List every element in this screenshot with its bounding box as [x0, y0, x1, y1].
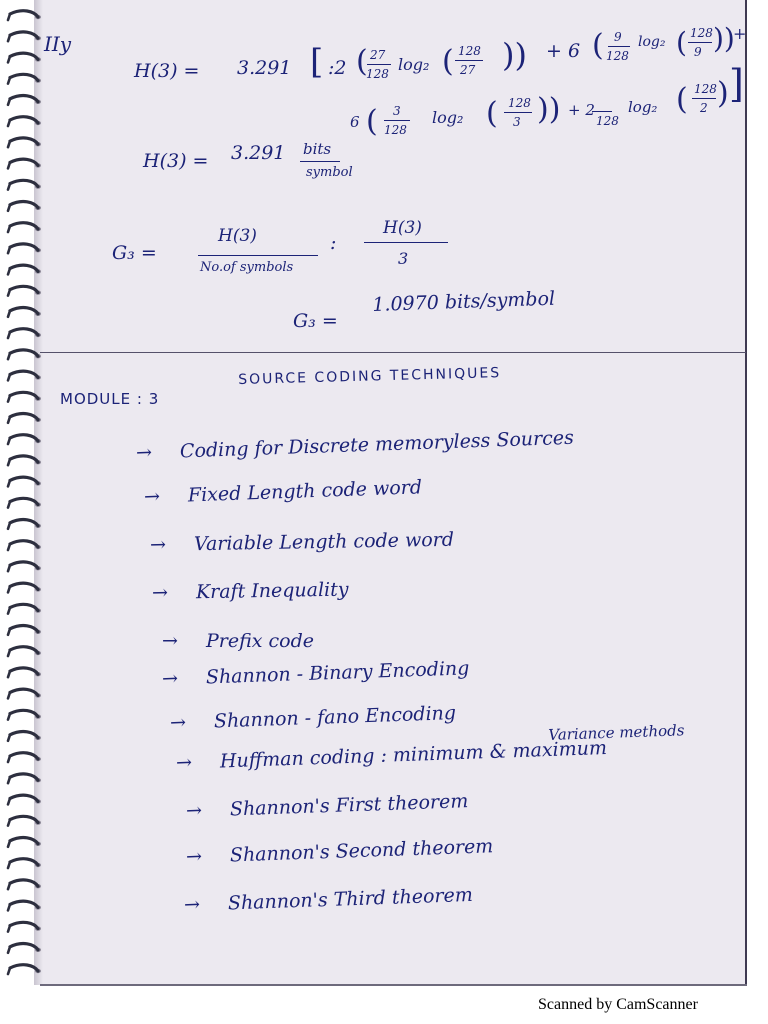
- spiral-ring: [8, 647, 41, 656]
- spiral-ring: [8, 53, 41, 62]
- spiral-ring: [8, 456, 41, 465]
- entropy-lhs: H(3) =: [134, 60, 200, 82]
- spiral-ring: [8, 138, 41, 147]
- section-divider: [40, 352, 746, 353]
- spiral-ring: [8, 689, 41, 698]
- topic-kraft-inequality: [152, 579, 349, 604]
- spiral-ring: [8, 965, 41, 974]
- spiral-ring: [8, 159, 41, 168]
- spiral-ring: [8, 901, 41, 910]
- log-arg-fraction-bar: [455, 60, 483, 61]
- topic-label: Shannon's Second theorem: [229, 835, 494, 867]
- spiral-ring: [8, 541, 41, 550]
- line2-arg-denominator: 3: [513, 115, 521, 129]
- g3-lhs: G₃ =: [112, 242, 157, 264]
- prob-numerator: 27: [370, 48, 386, 62]
- line2-log: log₂: [432, 108, 464, 127]
- spiral-ring: [8, 350, 41, 359]
- topic-label: Kraft Inequality: [195, 578, 349, 604]
- spiral-ring: [8, 308, 41, 317]
- arrow-icon: →: [135, 441, 153, 464]
- trailing-plus: +: [733, 24, 747, 43]
- g3-result-lhs: G₃ =: [293, 310, 338, 332]
- result-lhs: H(3) =: [143, 150, 209, 172]
- spiral-ring: [8, 583, 41, 592]
- topic-prefix-code: [162, 630, 314, 652]
- spiral-ring: [8, 944, 41, 953]
- scanner-watermark: Scanned by CamScanner: [538, 996, 698, 1013]
- line2-prob2-denominator: 128: [596, 114, 619, 128]
- sheet-bottom-edge: [40, 984, 747, 986]
- topic-label: Shannon - fano Encoding: [213, 702, 457, 733]
- term2-log: log₂: [638, 34, 666, 50]
- line2-arg-bar: [504, 112, 532, 113]
- plus-six: + 6: [546, 40, 581, 62]
- term2-paren-open: (: [592, 28, 604, 63]
- arrow-icon: →: [175, 751, 193, 774]
- topic-label: Fixed Length code word: [187, 476, 423, 507]
- variance-methods-note: Variance methods: [548, 721, 685, 744]
- arrow-icon: →: [185, 799, 203, 822]
- spiral-ring: [8, 732, 41, 741]
- spiral-ring: [8, 180, 41, 189]
- spiral-ring: [8, 435, 41, 444]
- arrow-icon: →: [151, 581, 169, 604]
- line2-plus-coeff: + 2: [568, 101, 595, 119]
- arrow-icon: →: [161, 667, 179, 690]
- spiral-ring: [8, 414, 41, 423]
- arrow-icon: →: [183, 893, 201, 916]
- spiral-ring: [8, 838, 41, 847]
- result-unit-bar: [300, 161, 340, 162]
- term2-arg-bar: [688, 42, 712, 43]
- term2-paren-close: )): [713, 22, 735, 55]
- spiral-ring: [8, 117, 41, 126]
- spiral-ring: [8, 498, 41, 507]
- arrow-icon: →: [162, 630, 178, 652]
- g3-denominator-2: 3: [398, 249, 409, 268]
- spiral-ring: [8, 392, 41, 401]
- term2-arg-paren-open: (: [676, 26, 687, 59]
- line2-arg-paren-open: (: [486, 96, 498, 131]
- topic-label: Variable Length code word: [193, 528, 455, 556]
- spiral-ring: [8, 244, 41, 253]
- topic-label: Shannon's Third theorem: [227, 883, 474, 915]
- spiral-ring: [8, 774, 41, 783]
- result-value: 3.291: [231, 142, 286, 164]
- arrow-icon: →: [169, 711, 187, 734]
- spiral-ring: [8, 32, 41, 41]
- spiral-ring: [8, 753, 41, 762]
- g3-fraction-bar-2: [364, 242, 448, 243]
- line2-coeff: 6: [350, 113, 360, 131]
- spiral-ring: [8, 795, 41, 804]
- spiral-binding: [0, 0, 44, 985]
- term2-prob-bar: [608, 46, 630, 47]
- topic-label: Huffman coding : minimum & maximum: [219, 736, 608, 773]
- line2-arg-numerator: 128: [508, 96, 531, 110]
- line2-arg2-bar: [692, 98, 716, 99]
- line2-paren-open: (: [366, 104, 378, 139]
- line2-paren-close: )): [537, 92, 561, 127]
- topic-label: Prefix code: [206, 630, 315, 652]
- term2-arg-numerator: 128: [690, 26, 713, 40]
- g3-equals: :: [330, 232, 337, 254]
- g3-result-value: 1.0970 bits/symbol: [372, 287, 556, 316]
- spiral-ring: [8, 477, 41, 486]
- spiral-ring: [8, 626, 41, 635]
- line2-arg2-denominator: 2: [700, 101, 708, 115]
- spiral-ring: [8, 880, 41, 889]
- spiral-ring: [8, 562, 41, 571]
- bracket-close: ]: [729, 62, 744, 106]
- g3-denominator: No.of symbols: [200, 260, 294, 275]
- term2-prob-numerator: 9: [614, 30, 622, 44]
- topic-label: Coding for Discrete memoryless Sources: [179, 426, 575, 463]
- arrow-icon: →: [185, 845, 203, 868]
- prob-fraction-bar: [367, 64, 391, 65]
- log-base-2: log₂: [398, 55, 430, 74]
- arrow-icon: →: [143, 485, 161, 508]
- spiral-ring: [8, 922, 41, 931]
- spiral-ring: [8, 202, 41, 211]
- spiral-ring: [8, 816, 41, 825]
- module-label: MODULE : 3: [60, 390, 160, 408]
- line2-log-2: log₂: [628, 98, 658, 116]
- spiral-ring: [8, 96, 41, 105]
- topic-label: Shannon's First theorem: [229, 790, 469, 821]
- topic-label: Shannon - Binary Encoding: [205, 657, 470, 689]
- spiral-ring: [8, 668, 41, 677]
- spiral-ring: [8, 286, 41, 295]
- line2-prob-bar: [384, 120, 410, 121]
- spiral-ring: [8, 11, 41, 20]
- line2-prob-numerator: 3: [393, 104, 401, 118]
- term-coeff: :2: [328, 57, 347, 79]
- spiral-ring: [8, 859, 41, 868]
- log-arg-numerator: 128: [458, 44, 481, 58]
- term2-prob-denominator: 128: [606, 49, 629, 63]
- term2-arg-denominator: 9: [694, 45, 702, 59]
- sheet-right-edge: [745, 0, 747, 985]
- line2-arg2-numerator: 128: [694, 82, 717, 96]
- spiral-ring: [8, 74, 41, 83]
- entropy-value: 3.291: [237, 57, 292, 79]
- page-marker: IIy: [44, 32, 72, 56]
- paren-open: (: [356, 44, 368, 79]
- g3-numerator-2: H(3): [383, 218, 422, 238]
- prob-denominator: 128: [366, 67, 389, 81]
- spiral-ring: [8, 520, 41, 529]
- paren-close-double: )): [502, 36, 527, 74]
- result-unit-numerator: bits: [303, 140, 332, 158]
- spiral-ring: [8, 710, 41, 719]
- module-title: SOURCE CODING TECHNIQUES: [238, 365, 502, 388]
- bracket-open: [: [310, 42, 324, 82]
- g3-fraction-bar: [198, 255, 318, 256]
- line2-paren-close-2: ): [717, 76, 729, 111]
- g3-numerator: H(3): [218, 226, 257, 246]
- line2-prob-denominator: 128: [384, 123, 407, 137]
- result-unit-denominator: symbol: [306, 165, 353, 180]
- spiral-ring: [8, 371, 41, 380]
- spiral-ring: [8, 223, 41, 232]
- arrow-icon: →: [149, 533, 167, 556]
- spiral-ring: [8, 329, 41, 338]
- spiral-ring: [8, 265, 41, 274]
- log-arg-denominator: 27: [460, 63, 476, 77]
- line2-coeff-bar: [592, 111, 612, 112]
- log-arg-paren-open: (: [442, 44, 454, 79]
- spiral-ring: [8, 604, 41, 613]
- line2-arg2-paren-open: (: [676, 82, 688, 117]
